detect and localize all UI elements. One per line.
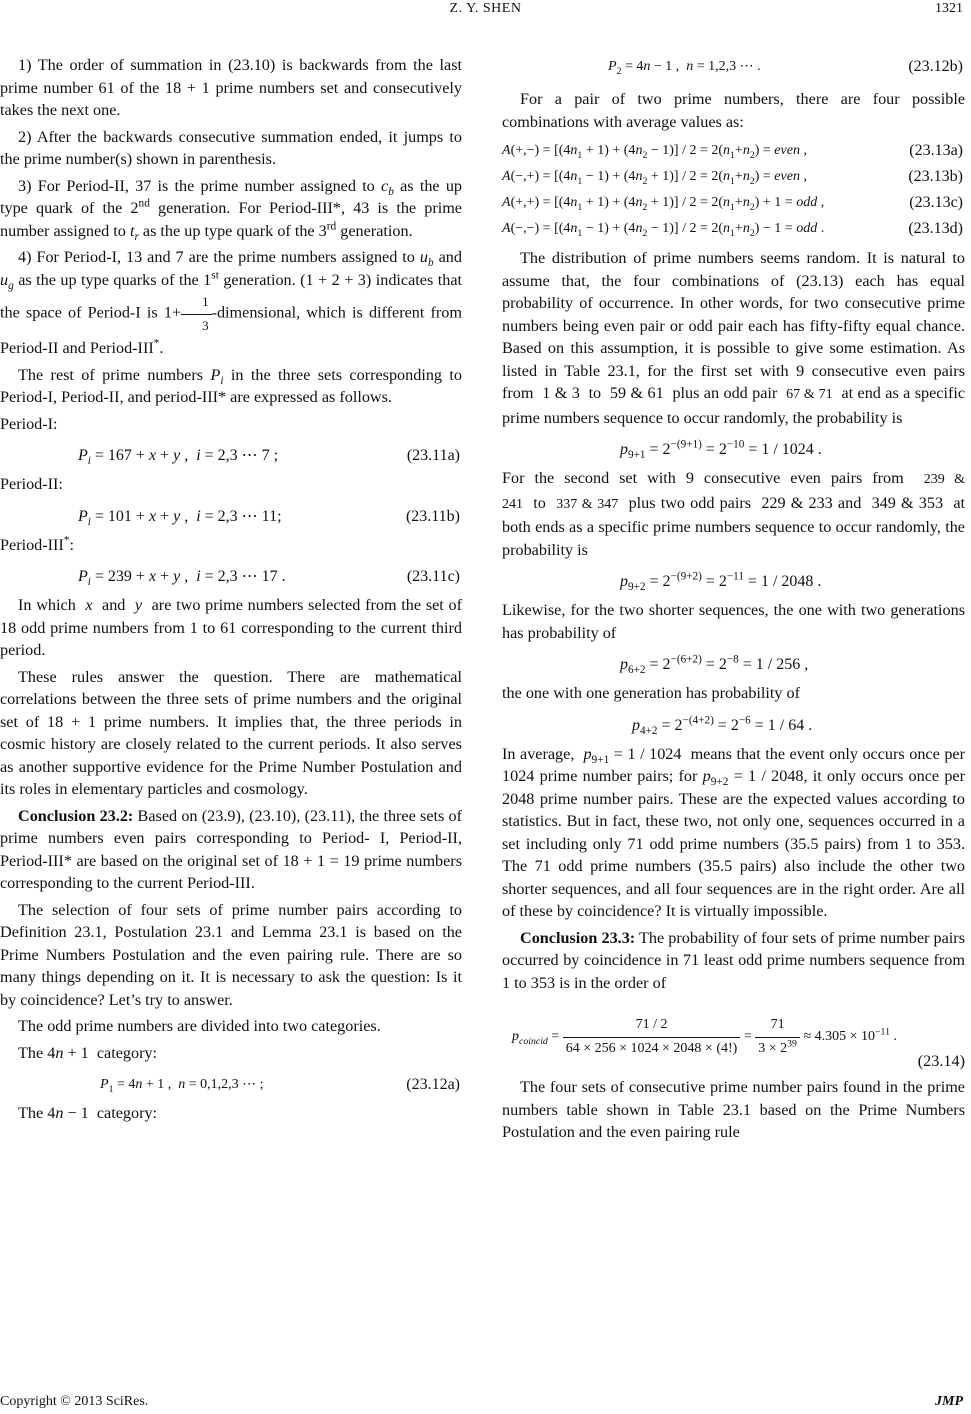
- paragraph: The distribution of prime numbers seems random. It is natural to assume that, the four combinations of (23.13) each has equal probability of occurrence. In other words, for two consecutive prime numbers being even pair or odd pair each has fifty-fifty equal chance. Based on this assumption, it is possible to give some estimation. As listed in Table 23.1, for the first set with 9 consecutive even pairs from 1 & 3 to 59 & 61 plus an odd pair 67 & 71 at end as a specific prime numbers sequence to occur randomly, the probability is: [502, 249, 966, 427]
- paragraph: 1) The order of summation in (23.10) is backwards from the last prime number 61 of the 18 + 1 prime numbers set and consecutively takes the next one.: [0, 56, 462, 119]
- equation-23-13a: $A(+,-) = [(4n_1 + 1) + (4n_2 - 1)] / 2 = 2(n_1+n_2)$ = even , (23.13a): [502, 142, 963, 161]
- paragraph: 3) For Period-II, 37 is the prime number assigned to $c_b$ as the up type quark of the 2nd generation. For Period-III*, 43 is the prime number assigned to $t_r$ as the up type quark of the 3rd generation.: [0, 176, 463, 243]
- page-number: 1321: [935, 1, 963, 16]
- paragraph: Conclusion 23.3: The probability of four sets of prime number pairs occurred by coincidence in 71 least odd prime numbers sequence from 1 to 353 is in the order of: [502, 928, 965, 992]
- section-label: Period-I:: [0, 414, 58, 433]
- equation-23-11b: $P_i = 101 + x + y$ , i = 2,3 ⋯ 11; (23.11b): [78, 507, 460, 528]
- right-column: [502, 50, 965, 1148]
- paragraph: The four sets of consecutive prime number pairs found in the prime numbers table shown in Table 23.1 based on the Prime Numbers Postulation and the even pairing rule: [502, 1078, 965, 1141]
- paragraph: the one with one generation has probability of: [502, 684, 801, 702]
- equation-p6-2: $p_{6+2} = 2^{-(6+2)} = 2^{-8} = 1 / 256$ ,: [620, 653, 809, 677]
- equation-23-13d: $A(-,-) = [(4n_1 - 1) + (4n_2 - 1)] / 2 = 2(n_1+n_2) - 1$ = odd . (23.13d): [502, 220, 963, 239]
- copyright: Copyright © 2013 SciRes.: [0, 1394, 149, 1409]
- paragraph: In average, $p_{9+1} = 1 / 1024$ means that the event only occurs once per 1024 prime number pairs; for $p_{9+2} = 1 / 2048$, it only occurs once per 2048 prime number pairs. These are the expected values according to statistics. But in fact, these two, not only one, sequences occurred in a set including only 71 odd prime numbers (35.5 pairs) from 1 to 353. The 71 odd prime numbers (35.5 pairs) also include the other two shorter sequences, and all four sequences are in the right order. Are all of these by coincidence? It is virtually impossible.: [502, 744, 966, 920]
- section-label: Period-III*:: [0, 534, 74, 554]
- paragraph: 4) For Period-I, 13 and 7 are the prime numbers assigned to $u_b$ and $u_g$ as the up type quarks of the 1st generation. (1 + 2 + 3) indicates that the space of Period-I is 1+ $\frac{1}{3}$ -dimensional, which is different from Period-II and Period-III*.: [0, 248, 463, 357]
- paragraph: The selection of four sets of prime number pairs according to Definition 23.1, Postulation 23.1 and Lemma 23.1 is based on the Prime Numbers Postulation and the even pairing rule. There are so many things depending on it. It is necessary to ask the question: Is it by coincidence? Let’s try to answer.: [0, 900, 462, 1009]
- running-head-author: Z. Y. SHEN: [449, 1, 522, 16]
- paragraph: The rest of prime numbers $P_i$ in the three sets corresponding to Period-I, Period-II, and period-III* are expressed as follows.: [0, 365, 463, 406]
- equation-23-12a: $P_1 = 4n + 1$ , n = 0,1,2,3 ⋯ ; (23.12a): [100, 1076, 460, 1095]
- equation-23-14: $p_{coincid}$ = $\frac{71 / 2}{64 \times 256 \times 1024 \times 2048 \times (4!)}$ = $\frac{71}{3 \times 2^{39}}$ ≈ $4.305 \times 10^{-11}$ .: [502, 998, 965, 1050]
- equation-23-12b: $P_2 = 4n - 1$ , n = 1,2,3 ⋯ . (23.12b): [608, 58, 963, 77]
- equation-p9-1: $p_{9+1} = 2^{-(9+1)} = 2^{-10} = 1 / 1024$ .: [620, 438, 822, 462]
- paragraph: For the second set with 9 consecutive even pairs from 239 & 241 to 337 & 347 plus two odd pairs 229 & 233 and 349 & 353 at both ends as a specific prime numbers sequence to occur randomly, the probability is: [502, 469, 966, 559]
- paragraph: These rules answer the question. There are mathematical correlations between the three sets of prime numbers and the original set of 18 + 1 prime numbers. It implies that, the three periods in cosmic history are closely related to the current periods. It also serves as another supportive evidence for the Prime Number Postulation and its roles in elementary particles and cosmology.: [0, 667, 462, 798]
- paragraph: 2) After the backwards consecutive summation ended, it jumps to the prime number(s) shown in parenthesis.: [0, 127, 462, 168]
- paragraph: The 4n + 1 category:: [18, 1043, 158, 1062]
- equation-p4-2: $p_{4+2} = 2^{-(4+2)} = 2^{-6} = 1 / 64$ .: [632, 714, 813, 737]
- paragraph: The odd prime numbers are divided into two categories.: [18, 1017, 381, 1035]
- equation-23-11c: $P_i = 239 + x + y$ , i = 2,3 ⋯ 17 . (23.11c): [78, 568, 460, 589]
- page-header: [0, 0, 971, 20]
- equation-23-13c: $A(+,+) = [(4n_1 + 1) + (4n_2 + 1)] / 2 = 2(n_1+n_2) + 1$ = odd , (23.13c): [502, 194, 963, 213]
- equation-number: (23.14): [917, 1052, 965, 1070]
- equation-23-11a: $P_i = 167 + x + y$ , i = 2,3 ⋯ 7 ; (23.11a): [78, 447, 460, 468]
- journal-name: JMP: [935, 1394, 963, 1409]
- equation-p9-2: $p_{9+2} = 2^{-(9+2)} = 2^{-11} = 1 / 2048$ .: [620, 570, 822, 594]
- paragraph: Likewise, for the two shorter sequences, the one with two generations has probability of: [502, 601, 965, 642]
- section-label: Period-II:: [0, 475, 63, 493]
- paragraph: For a pair of two prime numbers, there are four possible combinations with average values as:: [502, 90, 965, 131]
- left-column: [0, 54, 462, 1129]
- equation-23-13b: $A(-,+) = [(4n_1 - 1) + (4n_2 + 1)] / 2 = 2(n_1+n_2)$ = even , (23.13b): [502, 168, 963, 187]
- paragraph: In which x and y are two prime numbers selected from the set of 18 odd prime numbers from 1 to 61 corresponding to the current third period.: [0, 596, 463, 659]
- paragraph: Conclusion 23.2: Based on (23.9), (23.10), (23.11), the three sets of prime numbers even pairs corresponding to Period- I, Period-II, Period-III* are based on the original set of 18 + 1 = 19 prime numbers corresponding to the current Period-III.: [0, 806, 463, 892]
- paragraph: The 4n − 1 category:: [18, 1104, 158, 1122]
